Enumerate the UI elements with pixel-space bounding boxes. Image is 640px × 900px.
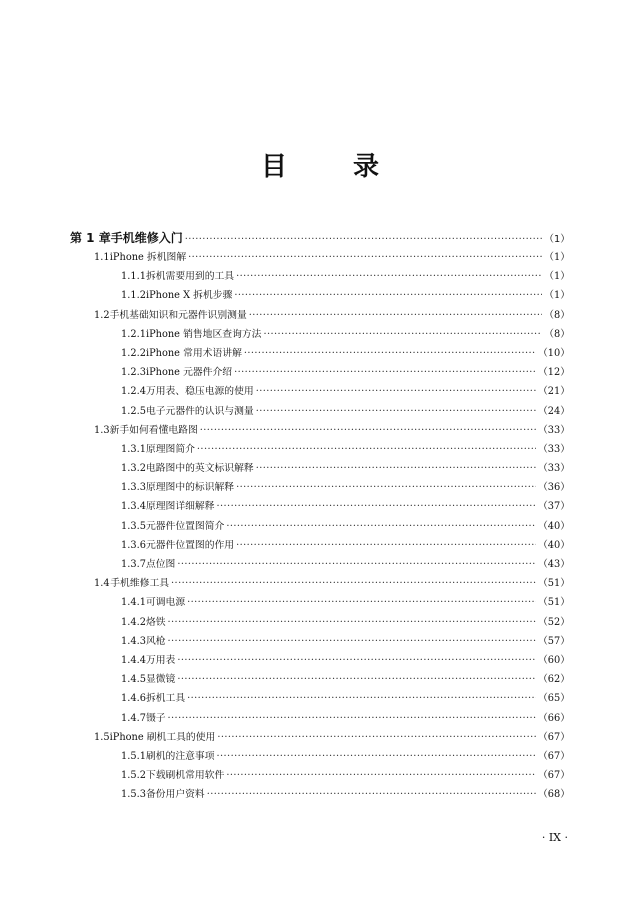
toc-entry-number: 1.5.1 (121, 750, 146, 762)
toc-entry-page: （67） (537, 770, 570, 782)
toc-entry-title: 电子元器件的认识与测量 (145, 405, 254, 417)
toc-entry-title: 备份用户资料 (145, 789, 205, 801)
toc-entry-number: 1.3.1 (121, 443, 146, 455)
toc-entry-number: 1.4.1 (121, 597, 146, 609)
toc-subsection-row[interactable] (70, 497, 570, 516)
page-title-char-1: 目 (260, 152, 287, 182)
toc-leader-dots (217, 497, 536, 516)
toc-leader-dots (226, 517, 536, 536)
toc-entry-title: 万用表、稳压电源的使用 (145, 386, 254, 398)
toc-leader-dots (234, 363, 536, 382)
toc-subsection-row[interactable] (70, 363, 570, 382)
toc-chapter-title: 手机维修入门 (110, 231, 183, 245)
toc-entry-number: 1.1.1 (121, 271, 146, 283)
toc-entry-number: 1.3.6 (121, 539, 146, 551)
toc-entry-page: （24） (537, 405, 570, 417)
toc-entry-page: （33） (537, 463, 570, 475)
toc-entry-page: （43） (537, 559, 570, 570)
toc-entry-title: iPhone 刷机工具的使用 (109, 731, 216, 743)
toc-subsection-row[interactable] (70, 785, 570, 804)
toc-entry-page: （66） (537, 712, 570, 724)
toc-subsection-row[interactable] (70, 536, 570, 555)
toc-entry-number: 1.2.3 (121, 367, 146, 379)
toc-subsection-row[interactable] (70, 478, 570, 497)
toc-entry-title: 原理图中的标识解释 (145, 482, 235, 494)
toc-entry-title: 原理图简介 (145, 443, 195, 455)
toc-entry-number: 1.5 (94, 731, 110, 743)
toc-entry-page: （51） (537, 597, 570, 609)
toc-leader-dots (256, 382, 536, 401)
toc-leader-dots (187, 593, 536, 612)
toc-entry-page: （10） (537, 347, 570, 359)
toc-entry-page: （67） (537, 750, 570, 762)
toc-chapter-page: （1） (544, 234, 570, 245)
toc-leader-dots (168, 632, 536, 651)
toc-leader-dots (185, 230, 542, 250)
toc-leader-dots (234, 286, 542, 305)
toc-entry-page: （57） (537, 635, 570, 647)
toc-subsection-row[interactable] (70, 402, 570, 421)
toc-entry-title: 可调电源 (145, 597, 186, 609)
toc-leader-dots (236, 478, 536, 497)
toc-entry-page: （62） (537, 674, 570, 686)
toc-leader-dots (207, 785, 536, 804)
toc-entry-page: （21） (537, 386, 570, 398)
toc-entry-number: 1.4 (94, 578, 110, 590)
toc-subsection-row[interactable] (70, 593, 570, 612)
toc-entry-page: （40） (537, 520, 570, 532)
toc-subsection-row[interactable] (70, 517, 570, 536)
toc-subsection-row[interactable] (70, 286, 570, 305)
toc-entry-number: 1.3.2 (121, 463, 146, 475)
toc-chapter-row[interactable] (70, 228, 570, 248)
toc-entry-title: 手机基础知识和元器件识别测量 (109, 309, 247, 321)
toc-leader-dots (236, 267, 542, 286)
toc-subsection-row[interactable] (70, 459, 570, 478)
toc-leader-dots (177, 555, 536, 574)
page-number: · IX · (541, 831, 568, 844)
toc-entry-number: 1.4.5 (121, 674, 146, 686)
toc-leader-dots (168, 709, 536, 728)
toc-entry-title: 手机维修工具 (110, 578, 170, 590)
toc-subsection-row[interactable] (70, 325, 570, 344)
toc-entry-title: 电路图中的英文标识解释 (145, 463, 254, 475)
toc-subsection-row[interactable] (70, 613, 570, 632)
toc-entry-title: 拆机需要用到的工具 (145, 271, 235, 283)
toc-subsection-row[interactable] (70, 766, 570, 785)
toc-entry-page: （12） (537, 367, 570, 379)
toc-entry-number: 1.4.4 (121, 654, 146, 666)
toc-entry-page: （1） (544, 271, 570, 283)
toc-entries (70, 248, 570, 804)
toc-entry-title: 显微镜 (145, 674, 176, 686)
toc-entry-number: 1.3.7 (121, 559, 146, 570)
toc-subsection-row[interactable] (70, 440, 570, 459)
toc-leader-dots (226, 766, 536, 785)
toc-entry-page: （65） (537, 693, 570, 705)
toc-entry-title: iPhone 元器件介绍 (145, 367, 233, 379)
toc-leader-dots (217, 728, 536, 747)
toc-entry-number: 1.1 (94, 252, 110, 263)
toc-entry-page: （68） (537, 789, 570, 801)
toc-chapter-number: 第 1 章 (70, 231, 111, 245)
toc-entry-number: 1.3.4 (121, 501, 146, 513)
toc-subsection-row[interactable] (70, 632, 570, 651)
toc-entry-title: 镊子 (145, 712, 166, 724)
toc-entry-title: iPhone 常用术语讲解 (145, 347, 242, 359)
toc-entry-title: 拆机工具 (145, 693, 186, 705)
toc-entry-number: 1.4.3 (121, 635, 146, 647)
toc-entry-title: iPhone X 拆机步骤 (145, 290, 233, 302)
toc-entry-page: （1） (544, 252, 570, 263)
toc-entry-title: 元器件位置图简介 (145, 520, 225, 532)
toc-leader-dots (177, 651, 536, 670)
toc-subsection-row[interactable] (70, 689, 570, 708)
toc-subsection-row[interactable] (70, 344, 570, 363)
toc-entry-page: （60） (537, 654, 570, 666)
page-title (0, 146, 640, 180)
toc-subsection-row[interactable] (70, 709, 570, 728)
toc-leader-dots (263, 325, 542, 344)
toc-entry-number: 1.5.2 (121, 770, 146, 782)
toc-entry-title: 点位图 (145, 559, 176, 570)
toc-entry-number: 1.1.2 (121, 290, 146, 302)
toc-entry-page: （67） (537, 731, 570, 743)
toc-subsection-row[interactable] (70, 670, 570, 689)
toc-entry-title: 下载刷机常用软件 (145, 770, 225, 782)
toc-entry-number: 1.4.2 (121, 616, 146, 628)
page-title-char-2: 录 (353, 152, 380, 182)
toc-section-row[interactable] (70, 248, 570, 267)
toc-leader-dots (168, 613, 536, 632)
toc-leader-dots (177, 670, 536, 689)
toc-leader-dots (171, 574, 536, 593)
toc-leader-dots (197, 440, 536, 459)
toc-entry-title: iPhone 销售地区查询方法 (145, 328, 262, 340)
toc-entry-title: 风枪 (145, 635, 166, 647)
toc-entry-title: 烙铁 (145, 616, 166, 628)
toc-entry-number: 1.3.5 (121, 520, 146, 532)
toc-subsection-row[interactable] (70, 382, 570, 401)
toc-leader-dots (236, 536, 536, 555)
toc-subsection-row[interactable] (70, 651, 570, 670)
toc-entry-number: 1.2.2 (121, 347, 146, 359)
toc-subsection-row[interactable] (70, 555, 570, 574)
toc-entry-number: 1.4.6 (121, 693, 146, 705)
toc-leader-dots (187, 689, 536, 708)
toc-leader-dots (200, 421, 536, 440)
table-of-contents (70, 228, 570, 804)
toc-leader-dots (188, 248, 542, 267)
toc-entry-number: 1.2 (94, 309, 110, 321)
toc-entry-title: 元器件位置图的作用 (145, 539, 235, 551)
toc-entry-page: （8） (544, 328, 570, 340)
toc-entry-number: 1.3.3 (121, 482, 146, 494)
toc-entry-number: 1.2.4 (121, 386, 146, 398)
toc-entry-number: 1.4.7 (121, 712, 146, 724)
toc-leader-dots (244, 344, 536, 363)
toc-section-row[interactable] (70, 574, 570, 593)
toc-subsection-row[interactable] (70, 267, 570, 286)
toc-entry-title: iPhone 拆机图解 (109, 252, 187, 263)
toc-leader-dots (217, 747, 536, 766)
toc-entry-page: （1） (544, 290, 570, 302)
toc-entry-title: 新手如何看懂电路图 (109, 424, 198, 436)
toc-section-row[interactable] (70, 306, 570, 325)
toc-entry-title: 刷机的注意事项 (145, 750, 215, 762)
toc-entry-title: 万用表 (145, 654, 176, 666)
toc-entry-number: 1.2.5 (121, 405, 146, 417)
toc-leader-dots (256, 402, 536, 421)
toc-entry-page: （37） (537, 501, 570, 513)
toc-section-row[interactable] (70, 728, 570, 747)
toc-subsection-row[interactable] (70, 747, 570, 766)
toc-entry-number: 1.2.1 (121, 328, 146, 340)
toc-entry-page: （51） (537, 578, 570, 590)
toc-entry-page: （33） (537, 443, 570, 455)
toc-entry-page: （33） (537, 424, 570, 436)
toc-entry-number: 1.3 (94, 424, 110, 436)
toc-leader-dots (249, 306, 542, 325)
toc-entry-page: （36） (537, 482, 570, 494)
toc-entry-page: （52） (537, 616, 570, 628)
toc-leader-dots (256, 459, 536, 478)
toc-entry-number: 1.5.3 (121, 789, 146, 801)
toc-entry-title: 原理图详细解释 (145, 501, 215, 513)
toc-section-row[interactable] (70, 421, 570, 440)
toc-entry-page: （40） (537, 539, 570, 551)
toc-entry-page: （8） (544, 309, 570, 321)
